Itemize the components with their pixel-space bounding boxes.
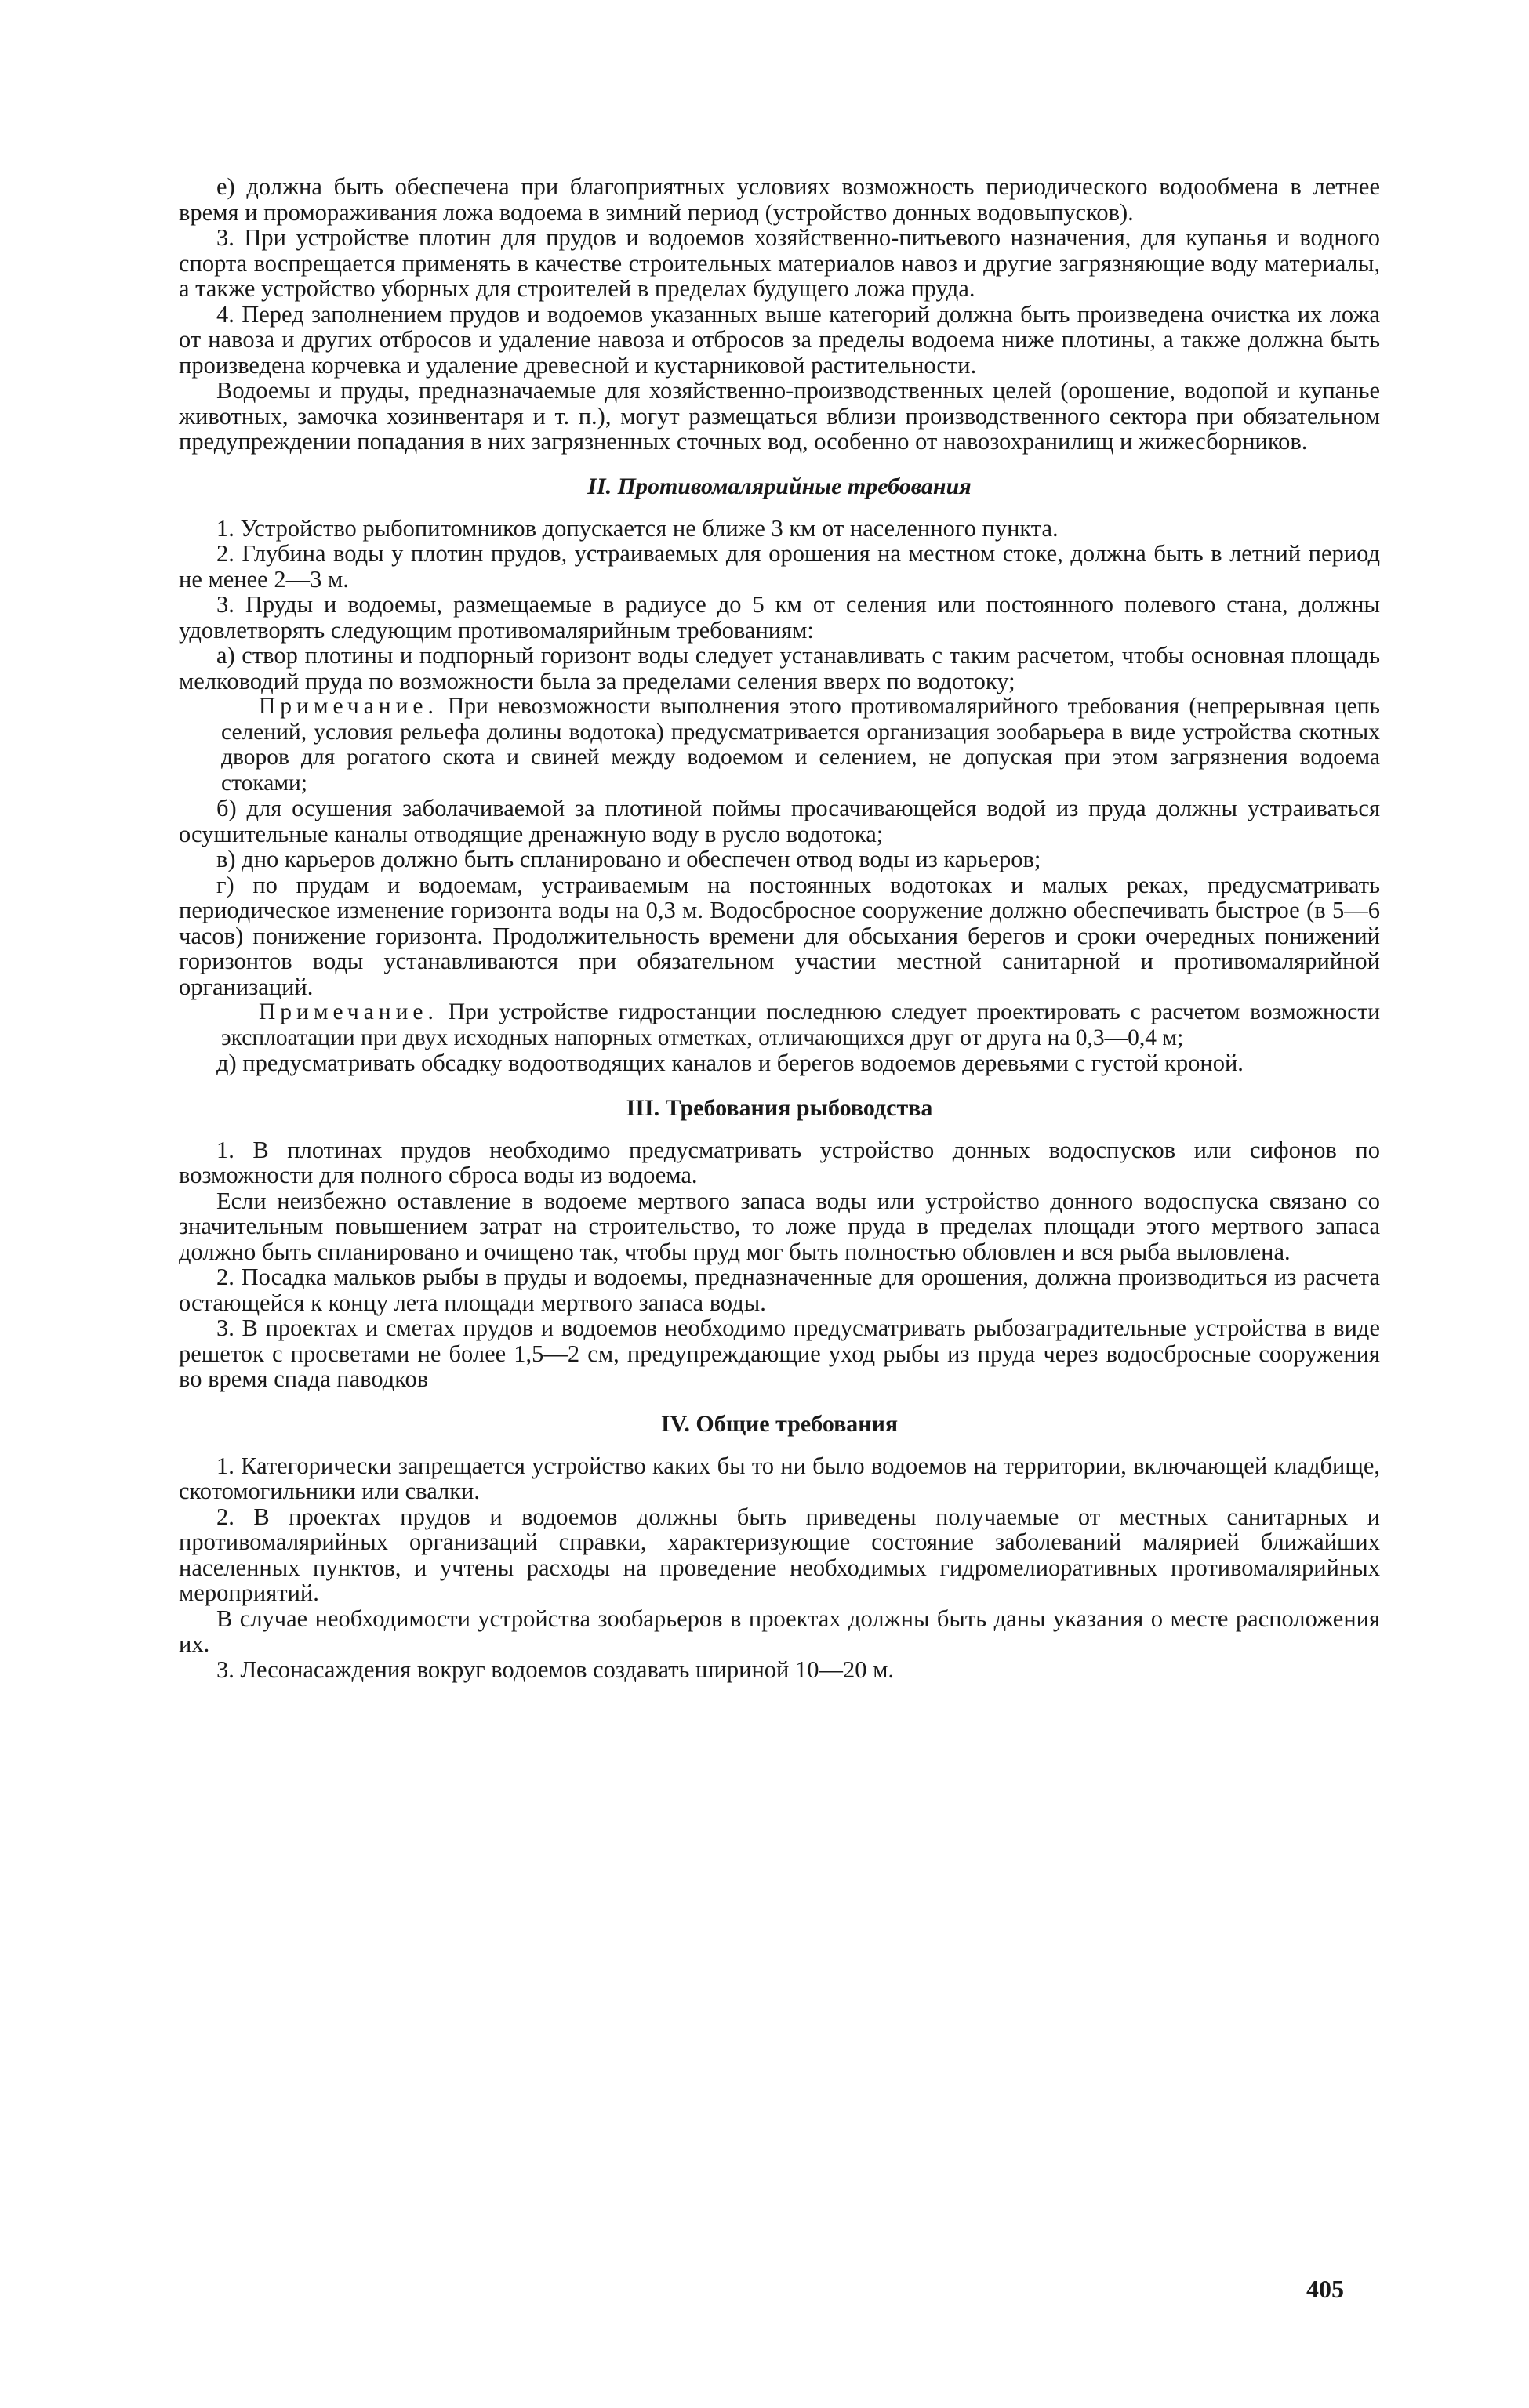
paragraph: 1. В плотинах прудов необходимо предусматривать устройство донных водоспусков или сифонов по возможности для полного сброса воды из водоема. <box>179 1136 1380 1188</box>
note-text: При устройстве гидростанции последнюю следует проектировать с расчетом возможности эксплоатации при двух исходных напорных отметках, отличающихся друг от друга на 0,3—0,4 м; <box>221 999 1380 1050</box>
paragraph: В случае необходимости устройства зообарьеров в проектах должны быть даны указания о месте расположения их. <box>179 1605 1380 1657</box>
paragraph: 2. Глубина воды у плотин прудов, устраиваемых для орошения на местном стоке, должна быть в летний период не менее 2—3 м. <box>179 540 1380 593</box>
body-text <box>179 174 1380 1682</box>
paragraph: Водоемы и пруды, предназначаемые для хозяйственно-производственных целей (орошение, водопой и купанье животных, замочка хозинвентаря и т. п.), могут размещаться вблизи производственного сектора при обязательном предупреждении попадания в них загрязненных сточных вод, особенно от навозохранилищ и жижесборников. <box>179 377 1380 455</box>
paragraph: е) должна быть обеспечена при благоприятных условиях возможность периодического водообмена в летнее время и промораживания ложа водоема в зимний период (устройство донных водовыпусков). <box>179 173 1380 226</box>
paragraph: 3. В проектах и сметах прудов и водоемов необходимо предусматривать рыбозаградительные устройства в виде решеток с просветами не более 1,5—2 см, предупреждающие уход рыбы из пруда через водосбросные сооружения во время спада паводков <box>179 1315 1380 1392</box>
paragraph: 3. При устройстве плотин для прудов и водоемов хозяйственно-питьевого назначения, для купанья и водного спорта воспрещается применять в качестве строительных материалов навоз и другие загрязняющие воду материалы, а также устройство уборных для строителей в пределах будущего ложа пруда. <box>179 224 1380 302</box>
paragraph: в) дно карьеров должно быть спланировано и обеспечен отвод воды из карьеров; <box>216 846 1041 872</box>
paragraph: 2. Посадка мальков рыбы в пруды и водоемы, предназначенные для орошения, должна производиться из расчета остающейся к концу лета площади мертвого запаса воды. <box>179 1264 1380 1316</box>
note-paragraph <box>221 999 1380 1050</box>
paragraph: д) предусматривать обсадку водоотводящих каналов и берегов водоемов деревьями с густой кроной. <box>216 1050 1244 1076</box>
paragraph: 3. Пруды и водоемы, размещаемые в радиусе до 5 км от селения или постоянного полевого стана, должны удовлетворять следующим противомалярийным требованиям: <box>179 591 1380 644</box>
paragraph: а) створ плотины и подпорный горизонт воды следует устанавливать с таким расчетом, чтобы основная площадь мелководий пруда по возможности была за пределами селения вверх по водотоку; <box>179 642 1380 694</box>
note-label: Примечание. <box>259 999 438 1024</box>
paragraph: Если неизбежно оставление в водоеме мертвого запаса воды или устройство донного водоспуска связано со значительным повышением затрат на строительство, то ложе пруда в пределах площади этого мертвого запаса должно быть спланировано и очищено так, чтобы пруд мог быть полностью обловлен и вся рыба выловлена. <box>179 1187 1380 1265</box>
paragraph: 3. Лесонасаждения вокруг водоемов создавать шириной 10—20 м. <box>216 1656 895 1683</box>
section-heading-fish-farming: III. Требования рыбоводства <box>626 1094 933 1121</box>
note-paragraph <box>221 694 1380 796</box>
note-label: Примечание. <box>259 694 438 719</box>
paragraph: б) для осушения заболачиваемой за плотиной поймы просачивающейся водой из пруда должны устраиваться осушительные каналы отводящие дренажную воду в русло водотока; <box>179 795 1380 847</box>
paragraph: г) по прудам и водоемам, устраиваемым на постоянных водотоках и малых реках, предусматривать периодическое изменение горизонта воды на 0,3 м. Водосбросное сооружение должно обеспечивать быстрое (в 5—6 часов) понижение горизонта. Продолжительность времени для обсыхания берегов и сроки очередных понижений горизонтов воды устанавливаются при обязательном участии местной санитарной и противомалярийной организаций. <box>179 871 1380 1000</box>
note-text: При невозможности выполнения этого противомалярийного требования (непрерывная цепь селений, условия рельефа долины водотока) предусматривается организация зообарьера в виде устройства скотных дворов для рогатого скота и свиней между водоемом и селением, не допуская при этом загрязнения водоема стоками; <box>221 694 1380 796</box>
paragraph: 2. В проектах прудов и водоемов должны быть приведены получаемые от местных санитарных и противомалярийных организаций справки, характеризующие состояние заболеваний малярией ближайших населенных пунктов, и учтены расходы на проведение необходимых гидромелиоративных противомалярийных мероприятий. <box>179 1503 1380 1606</box>
paragraph: 1. Категорически запрещается устройство каких бы то ни было водоемов на территории, включающей кладбище, скотомогильники или свалки. <box>179 1452 1380 1504</box>
section-heading-antimalaria: II. Противомалярийные требования <box>587 473 972 499</box>
paragraph: 1. Устройство рыбопитомников допускается не ближе 3 км от населенного пункта. <box>216 514 1059 542</box>
paragraph: 4. Перед заполнением прудов и водоемов указанных выше категорий должна быть произведена очистка их ложа от навоза и других отбросов и удаление навоза и отбросов за пределы водоема ниже плотины, а также должна быть произведена корчевка и удаление древесной и кустарниковой растительности. <box>179 300 1380 379</box>
page-number: 405 <box>1306 2275 1344 2303</box>
section-heading-general: IV. Общие требования <box>660 1410 899 1437</box>
